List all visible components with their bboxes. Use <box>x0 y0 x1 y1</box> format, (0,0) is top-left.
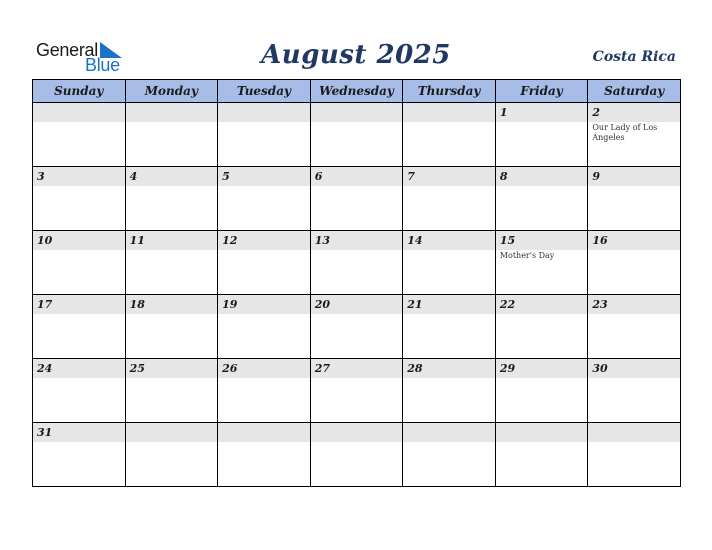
day-number-band <box>588 167 680 186</box>
day-cell <box>33 295 126 359</box>
empty-day-cell <box>125 423 218 487</box>
day-cell <box>310 359 403 423</box>
day-number: 28 <box>407 362 423 375</box>
day-number-band <box>33 167 125 186</box>
day-cell <box>33 359 126 423</box>
day-cell <box>33 231 126 295</box>
day-cell <box>218 295 311 359</box>
day-number: 24 <box>37 362 53 375</box>
week-row <box>33 359 681 423</box>
day-number: 16 <box>592 234 608 247</box>
day-number: 30 <box>592 362 608 375</box>
day-cell <box>588 103 681 167</box>
day-number-band <box>403 167 495 186</box>
week-row <box>33 423 681 487</box>
calendar-title: August 2025 <box>261 40 451 70</box>
weekday-header-row <box>33 80 681 103</box>
day-number: 12 <box>222 234 238 247</box>
day-number-band <box>218 167 310 186</box>
weekday-header: Friday <box>495 80 588 103</box>
day-number: 26 <box>222 362 238 375</box>
day-number: 15 <box>499 234 516 247</box>
weekday-header: Wednesday <box>310 80 403 103</box>
day-number: 9 <box>592 170 601 183</box>
day-cell <box>403 359 496 423</box>
empty-day-cell <box>218 423 311 487</box>
day-cell <box>125 359 218 423</box>
day-number: 2 <box>592 106 601 119</box>
week-row <box>33 167 681 231</box>
day-number-band <box>496 423 588 442</box>
holiday-label: Mother's Day <box>499 251 555 260</box>
empty-day-cell <box>33 103 126 167</box>
day-number: 11 <box>129 234 145 247</box>
day-number: 25 <box>129 362 145 375</box>
day-number-band <box>311 103 403 122</box>
week-row <box>33 295 681 359</box>
empty-day-cell <box>310 423 403 487</box>
day-number: 14 <box>407 234 423 247</box>
day-number-band <box>218 103 310 122</box>
day-cell <box>588 231 681 295</box>
day-number: 6 <box>314 170 323 183</box>
calendar-body <box>33 103 681 487</box>
day-number-band <box>218 423 310 442</box>
day-number-band <box>311 423 403 442</box>
day-number: 4 <box>129 170 138 183</box>
day-cell <box>125 295 218 359</box>
holiday-label: Our Lady of Los Ángeles <box>592 123 658 142</box>
day-number: 1 <box>499 106 508 119</box>
day-number: 17 <box>37 298 53 311</box>
day-cell <box>33 423 126 487</box>
day-cell <box>310 295 403 359</box>
day-cell <box>495 359 588 423</box>
day-number: 13 <box>314 234 330 247</box>
day-cell <box>125 167 218 231</box>
day-number-band <box>496 167 588 186</box>
day-cell <box>588 167 681 231</box>
day-number: 5 <box>222 170 230 183</box>
empty-day-cell <box>403 423 496 487</box>
day-cell <box>310 231 403 295</box>
day-cell <box>218 359 311 423</box>
empty-day-cell <box>588 423 681 487</box>
day-cell <box>495 295 588 359</box>
day-number: 10 <box>37 234 53 247</box>
day-number-band <box>126 167 218 186</box>
day-number: 23 <box>592 298 608 311</box>
day-number-band <box>311 167 403 186</box>
weekday-header: Thursday <box>403 80 496 103</box>
day-cell <box>588 295 681 359</box>
day-cell <box>125 231 218 295</box>
day-number: 18 <box>129 298 145 311</box>
empty-day-cell <box>495 423 588 487</box>
day-number-band <box>588 423 680 442</box>
day-number-band <box>33 103 125 122</box>
day-cell <box>495 231 588 295</box>
day-cell <box>403 295 496 359</box>
day-cell <box>588 359 681 423</box>
day-number: 3 <box>37 170 45 183</box>
day-number: 7 <box>407 170 415 183</box>
weekday-header: Sunday <box>33 80 126 103</box>
day-number: 8 <box>499 170 508 183</box>
day-number: 31 <box>37 426 53 439</box>
day-number: 21 <box>407 298 423 311</box>
empty-day-cell <box>310 103 403 167</box>
day-number-band <box>403 423 495 442</box>
day-cell <box>33 167 126 231</box>
day-number: 19 <box>222 298 238 311</box>
day-number: 20 <box>314 298 330 311</box>
calendar-grid <box>32 79 681 487</box>
day-cell <box>218 231 311 295</box>
day-cell <box>403 167 496 231</box>
day-cell <box>495 167 588 231</box>
day-number: 27 <box>314 362 330 375</box>
day-number-band <box>126 423 218 442</box>
logo-word-general: General <box>36 40 98 60</box>
day-number-band <box>588 103 680 122</box>
empty-day-cell <box>403 103 496 167</box>
weekday-header: Tuesday <box>218 80 311 103</box>
day-cell <box>310 167 403 231</box>
weekday-header: Saturday <box>588 80 681 103</box>
day-number: 22 <box>499 298 516 311</box>
country-label: Costa Rica <box>592 49 676 65</box>
week-row <box>33 103 681 167</box>
day-number-band <box>496 103 588 122</box>
empty-day-cell <box>125 103 218 167</box>
day-number-band <box>126 103 218 122</box>
logo-word-blue: Blue <box>85 55 120 75</box>
day-cell <box>403 231 496 295</box>
day-number: 29 <box>499 362 516 375</box>
empty-day-cell <box>218 103 311 167</box>
weekday-header: Monday <box>125 80 218 103</box>
day-cell <box>218 167 311 231</box>
day-number-band <box>403 103 495 122</box>
day-cell <box>495 103 588 167</box>
week-row <box>33 231 681 295</box>
